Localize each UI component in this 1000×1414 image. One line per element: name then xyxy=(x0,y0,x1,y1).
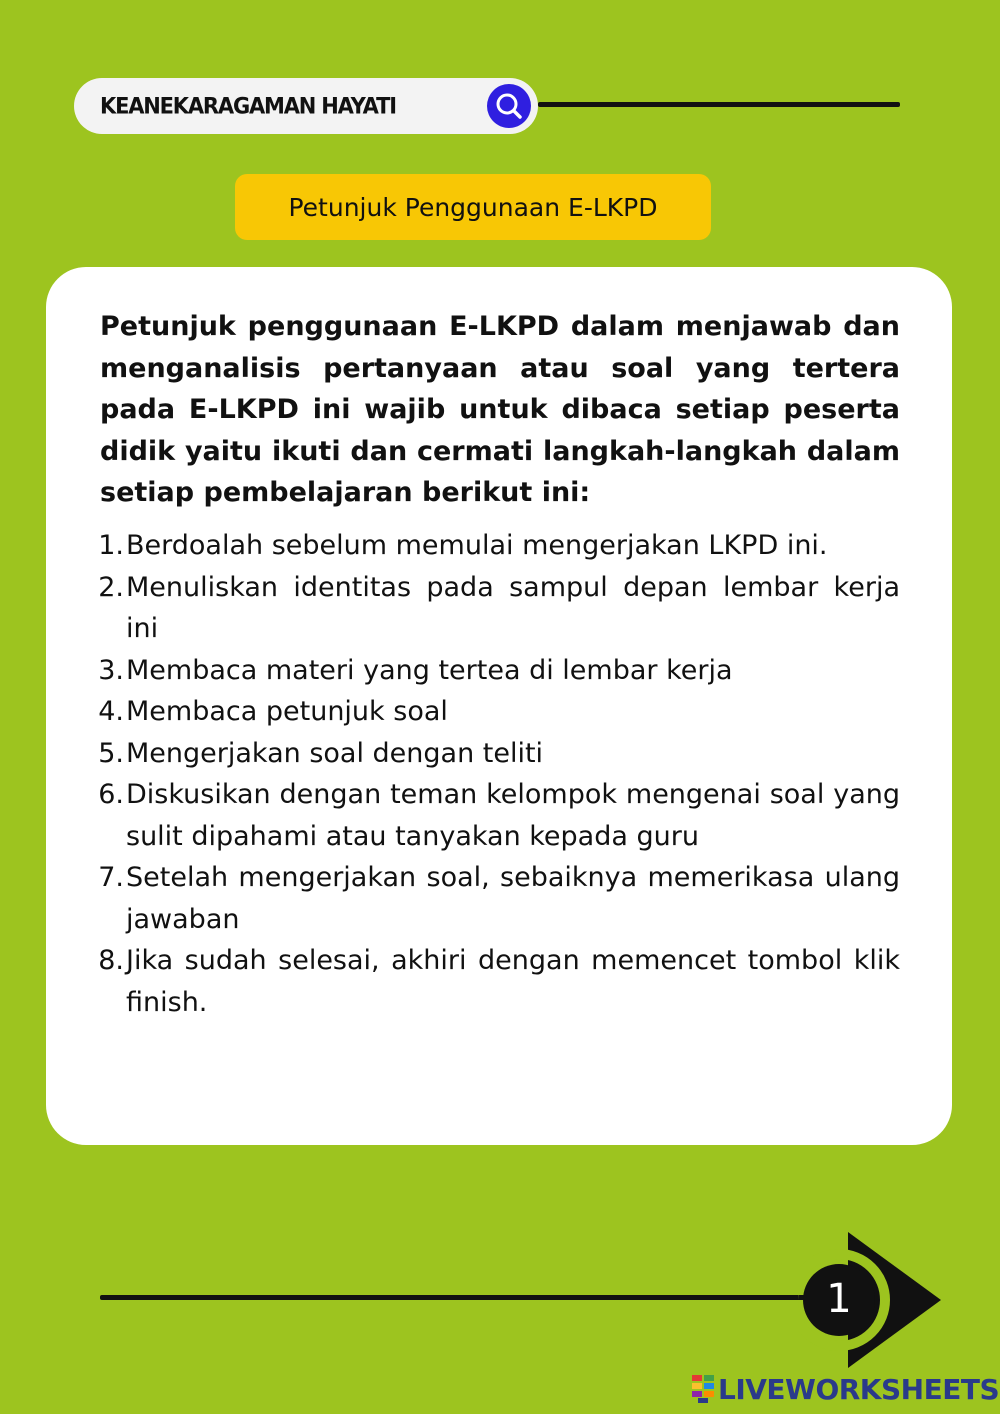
step-text: Membaca materi yang tertea di lembar kerja xyxy=(126,654,733,686)
list-item xyxy=(100,525,900,567)
step-number: 1. xyxy=(98,530,124,561)
section-tag-label: Petunjuk Penggunaan E-LKPD xyxy=(288,192,658,222)
step-text: Diskusikan dengan teman kelompok mengenai soal yang sulit dipahami atau tanyakan kepada guru xyxy=(126,779,900,852)
search-icon[interactable] xyxy=(487,84,531,128)
list-item xyxy=(100,650,900,692)
intro-paragraph: Petunjuk penggunaan E-LKPD dalam menjawab dan menganalisis pertanyaan atau soal yang tertera pada E-LKPD ini wajib untuk dibaca setiap peserta didik yaitu ikuti dan cermati langkah-langkah dalam setiap pembelajaran berikut ini: xyxy=(100,311,900,508)
list-item xyxy=(100,691,900,733)
step-text: Membaca petunjuk soal xyxy=(126,696,448,727)
step-text: Berdoalah sebelum memulai mengerjakan LKPD ini. xyxy=(126,530,828,561)
footer-divider xyxy=(100,1295,820,1300)
step-number: 4. xyxy=(98,696,124,727)
list-item xyxy=(100,857,900,940)
page-number: 1 xyxy=(826,1276,852,1322)
brand-name: LIVEWORKSHEETS xyxy=(718,1372,1000,1406)
step-text: Jika sudah selesai, akhiri dengan memencet tombol klik finish. xyxy=(126,945,900,1018)
step-number: 5. xyxy=(98,737,124,769)
steps-list xyxy=(100,525,900,1023)
section-tag xyxy=(235,174,711,240)
header-title: KEANEKARAGAMAN HAYATI xyxy=(100,93,396,119)
step-text: Setelah mengerjakan soal, sebaiknya memerikasa ulang jawaban xyxy=(126,862,900,935)
step-number: 7. xyxy=(98,862,124,893)
step-number: 6. xyxy=(98,779,124,810)
header-divider xyxy=(538,102,900,107)
brand-logo xyxy=(692,1372,999,1406)
list-item xyxy=(100,567,900,650)
list-item xyxy=(100,774,900,857)
step-number: 2. xyxy=(98,571,124,603)
step-text: Mengerjakan soal dengan teliti xyxy=(126,737,544,769)
liveworksheets-logo-icon xyxy=(692,1375,714,1403)
step-text: Menuliskan identitas pada sampul depan lembar kerja ini xyxy=(126,571,900,644)
list-item xyxy=(100,940,900,1023)
step-number: 3. xyxy=(98,654,124,686)
step-number: 8. xyxy=(98,945,124,976)
list-item xyxy=(100,733,900,775)
